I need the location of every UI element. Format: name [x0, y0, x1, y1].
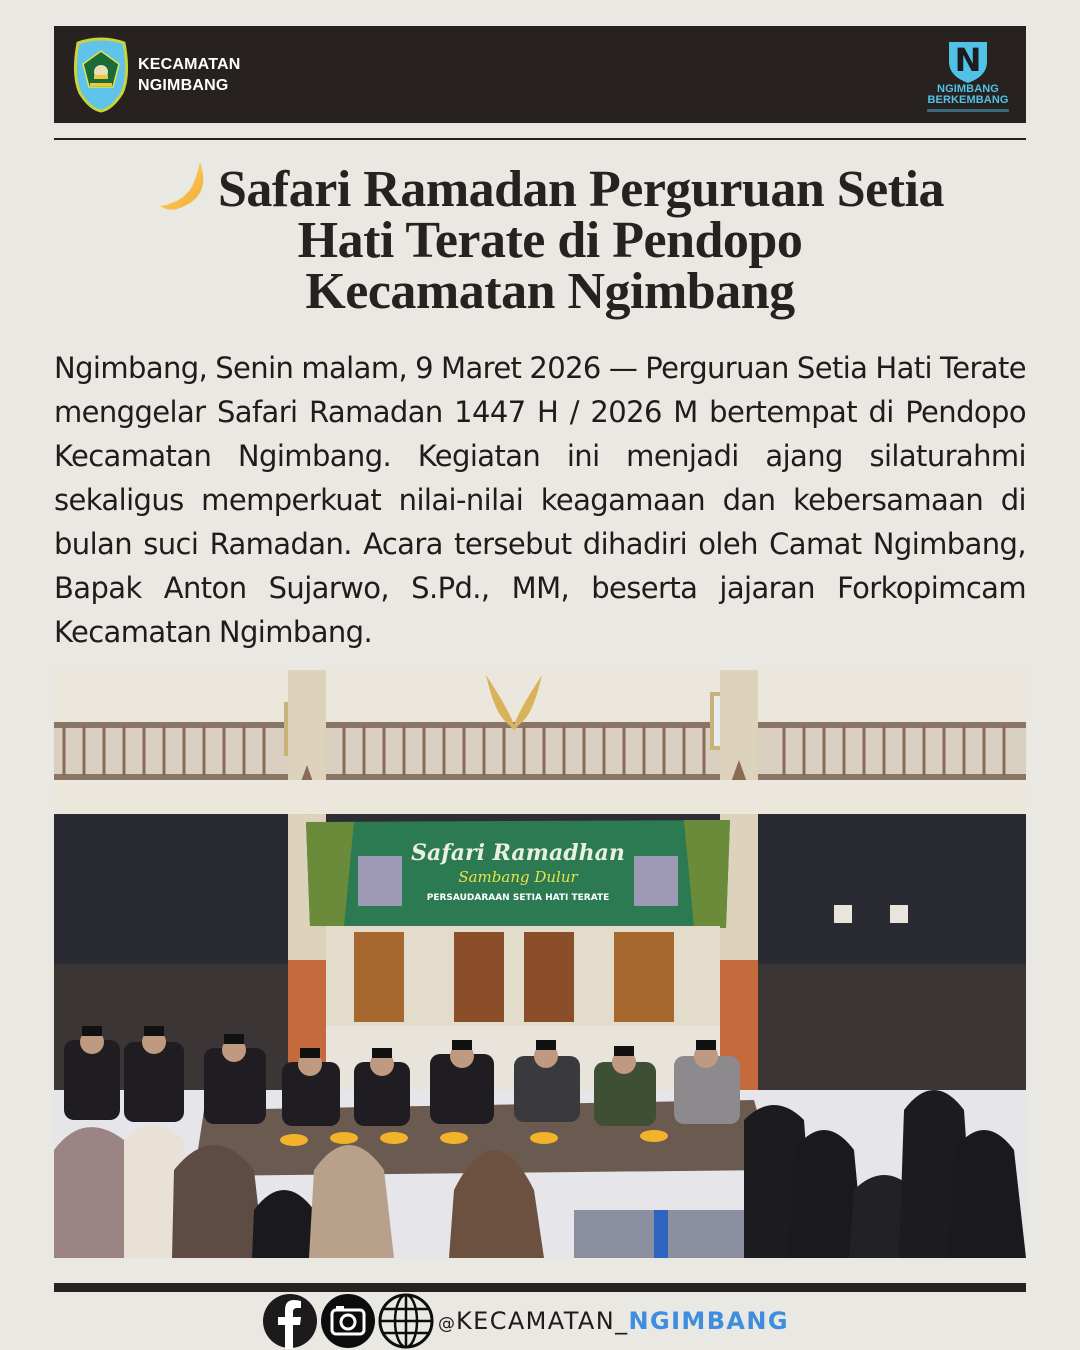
article-body: Ngimbang, Senin malam, 9 Maret 2026 — Perguruan Setia Hati Terate menggelar Safari Ramadan 1447 H / 2026 M bertempat di Pendopo Kecamatan Ngimbang. Kegiatan ini menjadi ajang silaturahmi sekaligus memperkuat nilai-nilai keagamaan dan kebersamaan di bulan suci Ramadan. Acara tersebut dihadiri oleh Camat Ngimbang, Bapak Anton Sujarwo, S.Pd., MM, beserta jajaran Forkopimcam Kecamatan Ngimbang. [54, 351, 1026, 649]
org-name-line1: KECAMATAN [138, 55, 241, 73]
title-line-1: Safari Ramadan Perguruan Setia [120, 160, 980, 215]
globe-icon[interactable] [378, 1293, 434, 1349]
instagram-camera-icon[interactable] [320, 1293, 376, 1349]
crescent-moon-icon [156, 160, 206, 212]
ngimbang-berkembang-shield-icon [945, 38, 991, 84]
ngimbang-berkembang-logo [920, 38, 1016, 112]
logo-line2: BERKEMBANG [927, 93, 1009, 106]
logo-tagline [927, 109, 1009, 112]
header-bar [54, 26, 1026, 123]
article-title [120, 160, 980, 320]
social-handle[interactable]: @KECAMATAN_NGIMBANG [438, 1307, 789, 1335]
title-line-2: Hati Terate di Pendopo [297, 212, 803, 269]
brand-left [72, 37, 241, 113]
title-line-3: Kecamatan Ngimbang [305, 263, 795, 320]
org-name-line2: NGIMBANG [138, 76, 229, 94]
social-footer [262, 1293, 789, 1349]
event-photo [54, 670, 1026, 1258]
svg-text:PERSAUDARAAN SETIA HATI TERATE: PERSAUDARAAN SETIA HATI TERATE [426, 893, 610, 903]
svg-text:Safari Ramadhan: Safari Ramadhan [411, 840, 625, 866]
svg-text:Sambang Dulur: Sambang Dulur [458, 868, 578, 886]
divider-bottom [54, 1283, 1026, 1292]
org-name [138, 54, 241, 96]
divider-top [54, 138, 1026, 140]
logo-line1: NGIMBANG [937, 82, 999, 95]
svg-text:N: N [954, 40, 982, 79]
facebook-icon[interactable] [262, 1293, 318, 1349]
kabupaten-crest-icon [72, 37, 130, 113]
